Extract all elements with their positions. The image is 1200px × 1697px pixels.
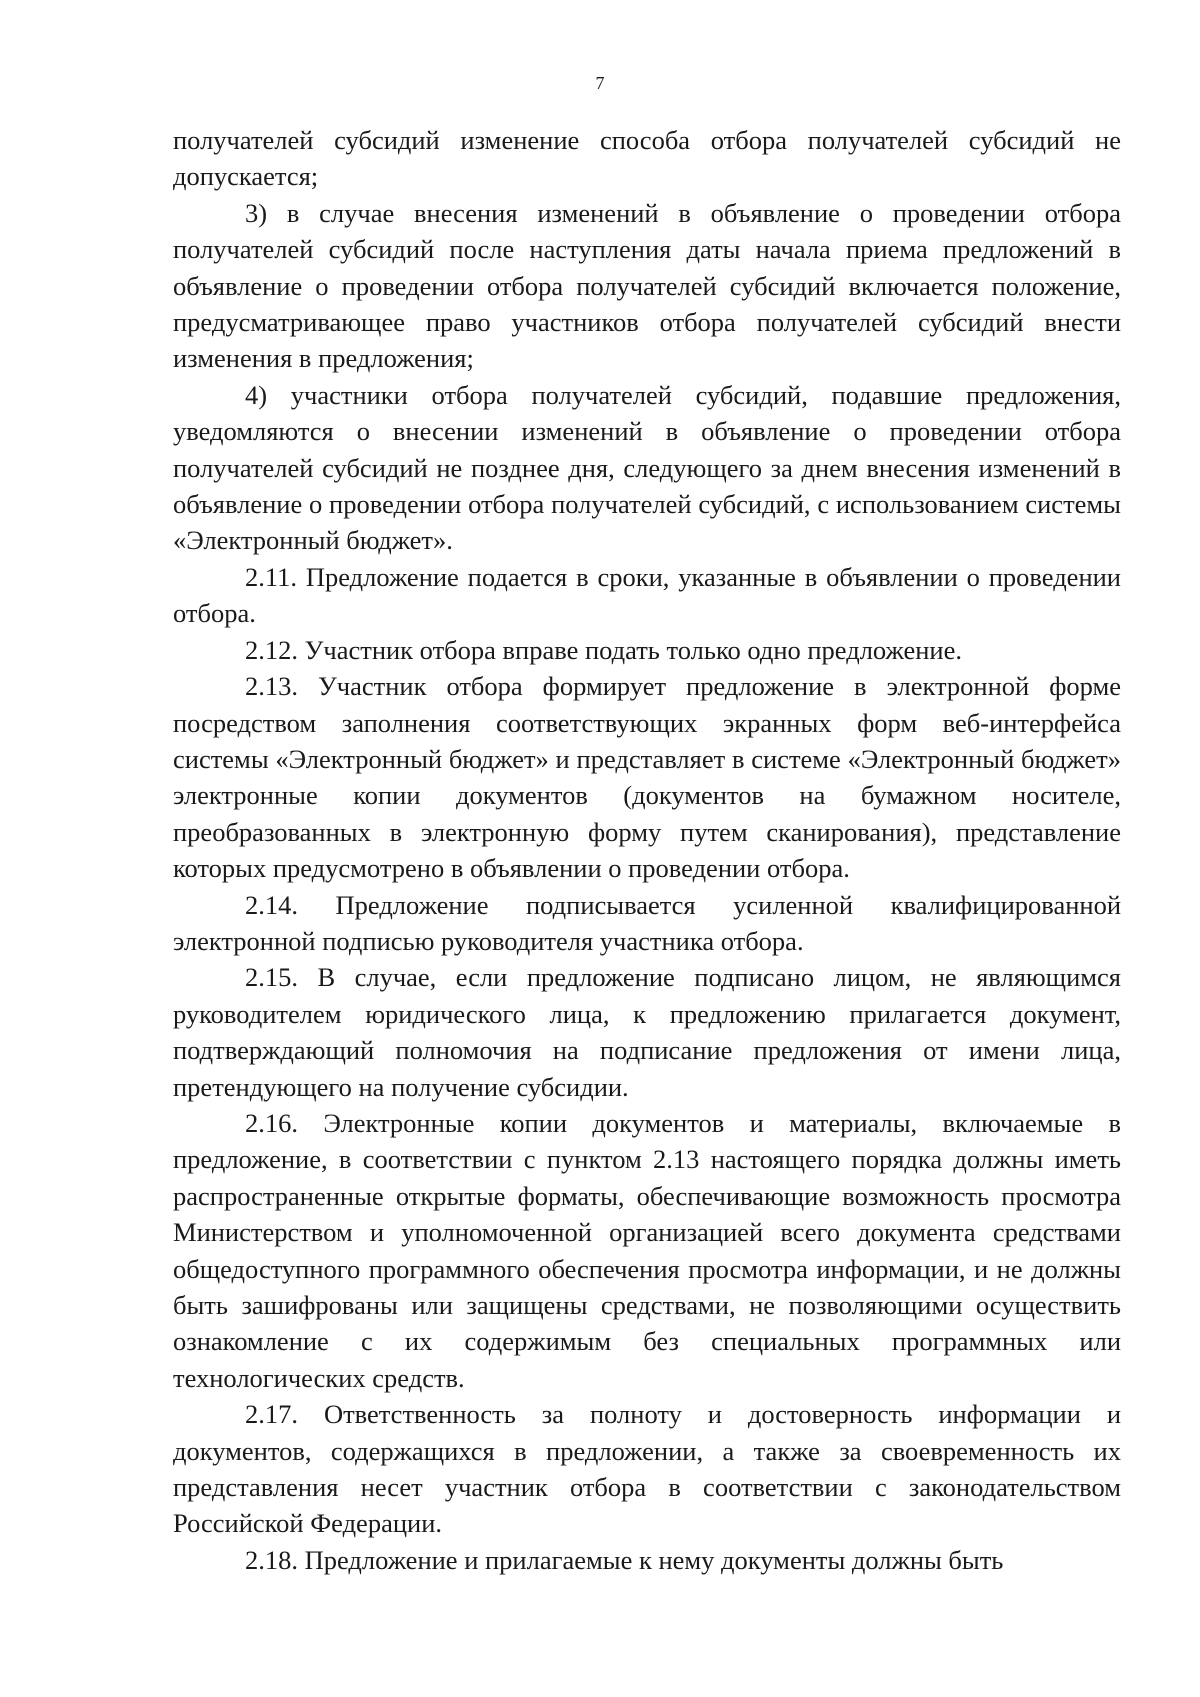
paragraph-2-16: 2.16. Электронные копии документов и материалы, включаемые в предложение, в соответствии с пунктом 2.13 настоящего порядка должны иметь распространенные открытые форматы, обеспечивающие возможность просмотра Министерством и уполномоченной организацией всего документа средствами общедоступного программного обеспечения просмотра информации, и не должны быть зашифрованы или защищены средствами, не позволяющими осуществить ознакомление с их содержимым без специальных программных или технологических средств. <box>173 1107 1121 1393</box>
page-number: 7 <box>595 73 605 93</box>
paragraph-2-12: 2.12. Участник отбора вправе подать только одно предложение. <box>245 634 962 665</box>
paragraph-2-13: 2.13. Участник отбора формирует предложение в электронной форме посредством заполнения соответствующих экранных форм веб-интерфейса системы «Электронный бюджет» и представляет в системе «Электронный бюджет» электронные копии документов (документов на бумажном носителе, преобразованных в электронную форму путем сканирования), представление которых предусмотрено в объявлении о проведении отбора. <box>173 671 1121 884</box>
paragraph-item-3: 3) в случае внесения изменений в объявление о проведении отбора получателей субсидий после наступления даты начала приема предложений в объявление о проведении отбора получателей субсидий включается положение, предусматривающее право участников отбора получателей субсидий внести изменения в предложения; <box>173 197 1121 374</box>
paragraph-item-4: 4) участники отбора получателей субсидий, подавшие предложения, уведомляются о внесении изменений в объявление о проведении отбора получателей субсидий не позднее дня, следующего за днем внесения изменений в объявление о проведении отбора получателей субсидий, с использованием системы «Электронный бюджет». <box>173 379 1121 556</box>
paragraph-2-18: 2.18. Предложение и прилагаемые к нему документы должны быть <box>245 1544 1004 1575</box>
paragraph-2-17: 2.17. Ответственность за полноту и достоверность информации и документов, содержащихся в предложении, а также за своевременность их представления несет участник отбора в соответствии с законодательством Российской Федерации. <box>173 1399 1121 1539</box>
document-body <box>173 122 1121 1578</box>
paragraph-2-14: 2.14. Предложение подписывается усиленной квалифицированной электронной подписью руководителя участника отбора. <box>173 889 1121 956</box>
paragraph-2-11: 2.11. Предложение подается в сроки, указанные в объявлении о проведении отбора. <box>173 561 1121 629</box>
paragraph-continuation: получателей субсидий изменение способа отбора получателей субсидий не допускается; <box>173 125 1121 192</box>
paragraph-2-15: 2.15. В случае, если предложение подписано лицом, не являющимся руководителем юридического лица, к предложению прилагается документ, подтверждающий полномочия на подписание предложения от имени лица, претендующего на получение субсидии. <box>173 962 1121 1102</box>
